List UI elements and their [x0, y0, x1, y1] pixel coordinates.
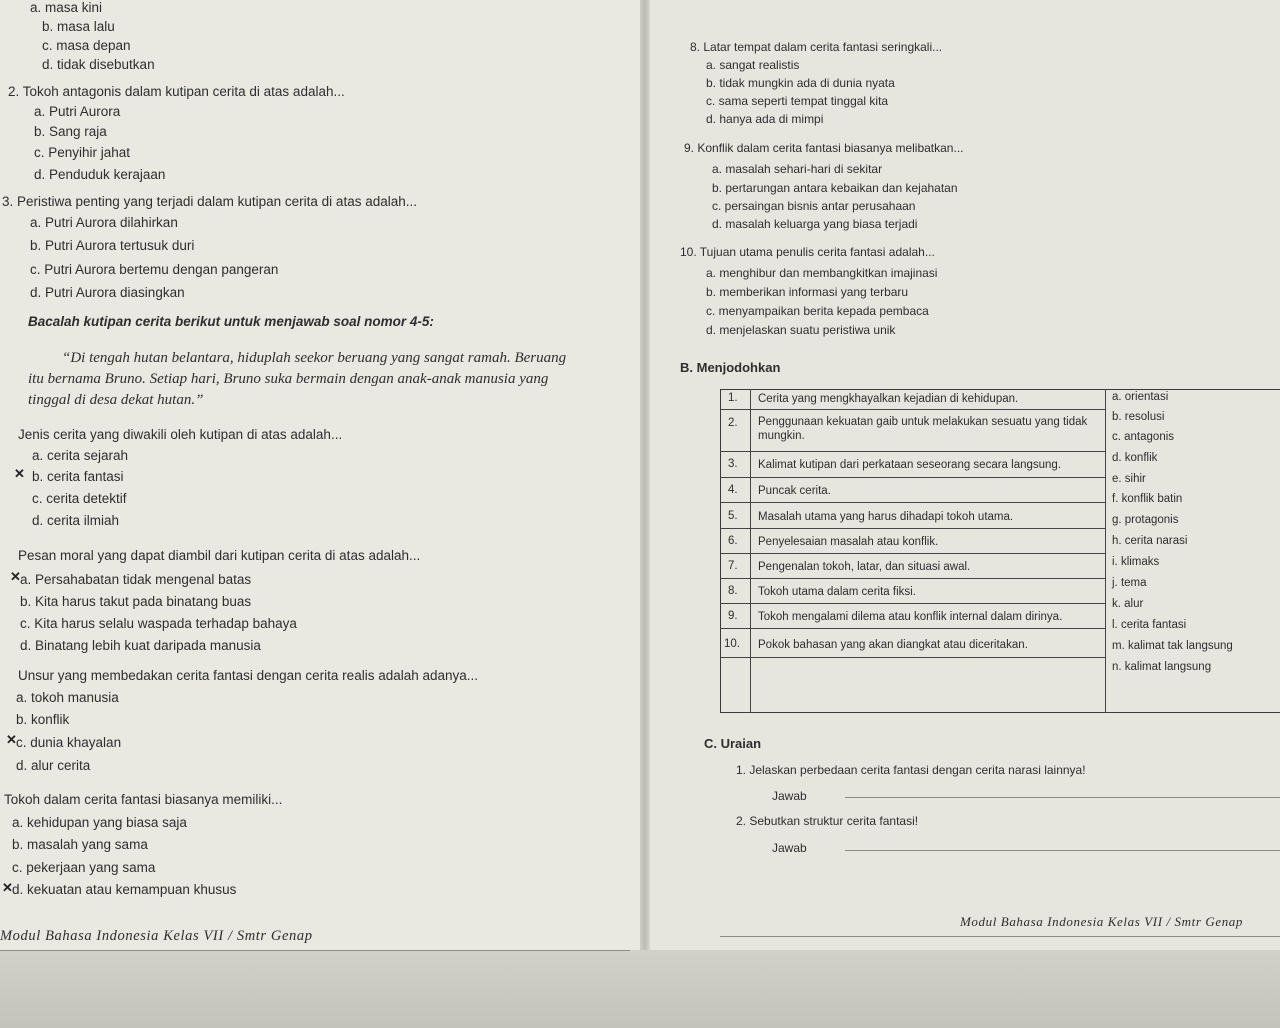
q8-option-d: d. hanya ada di mimpi: [706, 112, 824, 126]
q5-option-d: d. Binatang lebih kuat daripada manusia: [20, 638, 261, 653]
matching-option: j. tema: [1112, 577, 1147, 589]
q3-question: 3. Peristiwa penting yang terjadi dalam kutipan cerita di atas adalah...: [2, 194, 417, 209]
q5-option-b: b. Kita harus takut pada binatang buas: [20, 594, 252, 609]
row-statement: Masalah utama yang harus dihadapi tokoh utama.: [758, 511, 1014, 523]
q9-option-c: c. persaingan bisnis antar perusahaan: [712, 199, 916, 213]
q10-option-d: d. menjelaskan suatu peristiwa unik: [706, 323, 896, 337]
matching-option: f. konflik batin: [1112, 493, 1183, 505]
quote-line-3: tinggal di desa dekat hutan.”: [28, 392, 204, 408]
q2-option-c: c. Penyihir jahat: [34, 145, 131, 160]
q2-option-d: d. Penduduk kerajaan: [34, 167, 166, 182]
matching-table: [720, 389, 1280, 713]
matching-option: h. cerita narasi: [1112, 535, 1188, 547]
row-number: 2.: [728, 417, 738, 429]
q4-question: Jenis cerita yang diwakili oleh kutipan di atas adalah...: [18, 427, 343, 442]
quote-line-2: itu bernama Bruno. Setiap hari, Bruno suka bermain dengan anak-anak manusia yang: [28, 371, 549, 387]
q7-question: Tokoh dalam cerita fantasi biasanya memiliki...: [4, 792, 283, 807]
matching-option: n. kalimat langsung: [1112, 661, 1212, 673]
matching-option: m. kalimat tak langsung: [1112, 640, 1233, 652]
q1-option-c: c. masa depan: [42, 38, 131, 53]
q4-option-a: a. cerita sejarah: [32, 448, 129, 463]
q5-option-a: a. Persahabatan tidak mengenal batas: [20, 572, 252, 587]
answer-cross-mark: ✕: [6, 732, 17, 747]
essay-answer-line-1: [845, 797, 1280, 798]
table-row-line: [720, 477, 1105, 478]
matching-option: k. alur: [1112, 598, 1144, 610]
table-row-line: [720, 553, 1105, 554]
book-fold: [640, 0, 650, 960]
left-footer: Modul Bahasa Indonesia Kelas VII / Smtr Genap: [0, 928, 313, 944]
q9-option-a: a. masalah sehari-hari di sekitar: [712, 162, 883, 176]
q10-question: 10. Tujuan utama penulis cerita fantasi adalah...: [680, 245, 935, 259]
q4-option-d: d. cerita ilmiah: [32, 513, 120, 528]
q9-option-d: d. masalah keluarga yang biasa terjadi: [712, 217, 918, 231]
q10-option-a: a. menghibur dan membangkitkan imajinasi: [706, 266, 938, 280]
q3-option-a: a. Putri Aurora dilahirkan: [30, 215, 178, 230]
q8-option-a: a. sangat realistis: [706, 58, 800, 72]
table-divider: [750, 389, 751, 713]
q2-question: 2. Tokoh antagonis dalam kutipan cerita di atas adalah...: [8, 84, 345, 99]
row-statement: Cerita yang mengkhayalkan kejadian di kehidupan.: [758, 393, 1019, 405]
q3-option-c: c. Putri Aurora bertemu dengan pangeran: [30, 262, 279, 277]
table-row-line: [720, 578, 1105, 579]
matching-option: d. konflik: [1112, 452, 1158, 464]
q1-option-d: d. tidak disebutkan: [42, 57, 155, 72]
right-footer: Modul Bahasa Indonesia Kelas VII / Smtr Genap: [960, 914, 1244, 929]
answer-cross-mark: ✕: [14, 466, 25, 481]
table-row-line: [720, 603, 1105, 604]
q8-option-c: c. sama seperti tempat tinggal kita: [706, 94, 889, 108]
section-c-heading: C. Uraian: [704, 736, 762, 751]
row-statement: Penggunaan kekuatan gaib untuk melakukan sesuatu yang tidak mungkin.: [758, 416, 1088, 442]
q2-option-b: b. Sang raja: [34, 124, 107, 139]
table-divider: [1105, 389, 1106, 713]
q3-option-d: d. Putri Aurora diasingkan: [30, 285, 185, 300]
matching-option: c. antagonis: [1112, 431, 1175, 443]
q7-option-c: c. pekerjaan yang sama: [12, 860, 156, 875]
table-row-line: [720, 409, 1105, 410]
row-statement: Kalimat kutipan dari perkataan seseorang secara langsung.: [758, 459, 1062, 471]
quote-line-1: “Di tengah hutan belantara, hiduplah seekor beruang yang sangat ramah. Beruang: [62, 350, 567, 366]
table-row-line: [720, 451, 1105, 452]
row-statement: Penyelesaian masalah atau konflik.: [758, 536, 939, 548]
q6-option-d: d. alur cerita: [16, 758, 91, 773]
q1-option-a: a. masa kini: [30, 0, 103, 15]
q9-question: 9. Konflik dalam cerita fantasi biasanya melibatkan...: [684, 141, 964, 155]
row-number: 6.: [728, 535, 738, 547]
row-number: 7.: [728, 560, 738, 572]
q8-question: 8. Latar tempat dalam cerita fantasi seringkali...: [690, 40, 943, 54]
q8-option-b: b. tidak mungkin ada di dunia nyata: [706, 76, 895, 90]
q5-question: Pesan moral yang dapat diambil dari kutipan cerita di atas adalah...: [18, 548, 421, 563]
q1-option-b: b. masa lalu: [42, 19, 115, 34]
essay-answer-label-2: Jawab: [772, 841, 807, 855]
matching-option: i. klimaks: [1112, 556, 1160, 568]
row-number: 4.: [728, 484, 738, 496]
q9-option-b: b. pertarungan antara kebaikan dan kejahatan: [712, 181, 958, 195]
q4-option-b: b. cerita fantasi: [32, 469, 124, 484]
row-number: 8.: [728, 585, 738, 597]
essay-question-2: 2. Sebutkan struktur cerita fantasi!: [736, 814, 919, 828]
table-row-line: [720, 628, 1105, 629]
q6-question: Unsur yang membedakan cerita fantasi dengan cerita realis adalah adanya...: [18, 668, 479, 683]
matching-option: l. cerita fantasi: [1112, 619, 1187, 631]
matching-option: a. orientasi: [1112, 391, 1169, 403]
matching-option: b. resolusi: [1112, 411, 1165, 423]
q6-option-b: b. konflik: [16, 712, 70, 727]
q7-option-b: b. masalah yang sama: [12, 837, 148, 852]
q5-option-c: c. Kita harus selalu waspada terhadap bahaya: [20, 616, 297, 631]
row-number: 10.: [724, 638, 740, 650]
reading-instruction: Bacalah kutipan cerita berikut untuk menjawab soal nomor 4-5:: [28, 314, 434, 329]
q7-option-a: a. kehidupan yang biasa saja: [12, 815, 187, 830]
essay-question-1: 1. Jelaskan perbedaan cerita fantasi dengan cerita narasi lainnya!: [736, 763, 1086, 777]
q2-option-a: a. Putri Aurora: [34, 104, 121, 119]
q4-option-c: c. cerita detektif: [32, 491, 127, 506]
q7-option-d: d. kekuatan atau kemampuan khusus: [12, 882, 237, 897]
row-number: 5.: [728, 510, 738, 522]
row-number: 1.: [728, 392, 738, 404]
answer-cross-mark: ✕: [10, 569, 21, 584]
row-statement: Pokok bahasan yang akan diangkat atau diceritakan.: [758, 639, 1028, 651]
q6-option-c: c. dunia khayalan: [16, 735, 122, 750]
table-row-line: [720, 502, 1105, 503]
matching-option: g. protagonis: [1112, 514, 1179, 526]
row-number: 9.: [728, 610, 738, 622]
row-statement: Tokoh mengalami dilema atau konflik internal dalam dirinya.: [758, 611, 1063, 623]
row-number: 3.: [728, 458, 738, 470]
q10-option-c: c. menyampaikan berita kepada pembaca: [706, 304, 929, 318]
table-surface: [0, 950, 1280, 1028]
q10-option-b: b. memberikan informasi yang terbaru: [706, 285, 909, 299]
q3-option-b: b. Putri Aurora tertusuk duri: [30, 238, 195, 253]
row-statement: Pengenalan tokoh, latar, dan situasi awal.: [758, 561, 971, 573]
section-b-heading: B. Menjodohkan: [680, 360, 781, 375]
right-footer-rule: [720, 936, 1280, 937]
q6-option-a: a. tokoh manusia: [16, 690, 119, 705]
row-statement: Puncak cerita.: [758, 485, 831, 497]
matching-option: e. sihir: [1112, 473, 1146, 485]
answer-cross-mark: ✕: [2, 880, 13, 895]
essay-answer-line-2: [845, 850, 1280, 851]
left-footer-rule: [0, 950, 630, 951]
table-row-line: [720, 657, 1105, 658]
row-statement: Tokoh utama dalam cerita fiksi.: [758, 586, 916, 598]
essay-answer-label-1: Jawab: [772, 789, 807, 803]
table-row-line: [720, 528, 1105, 529]
